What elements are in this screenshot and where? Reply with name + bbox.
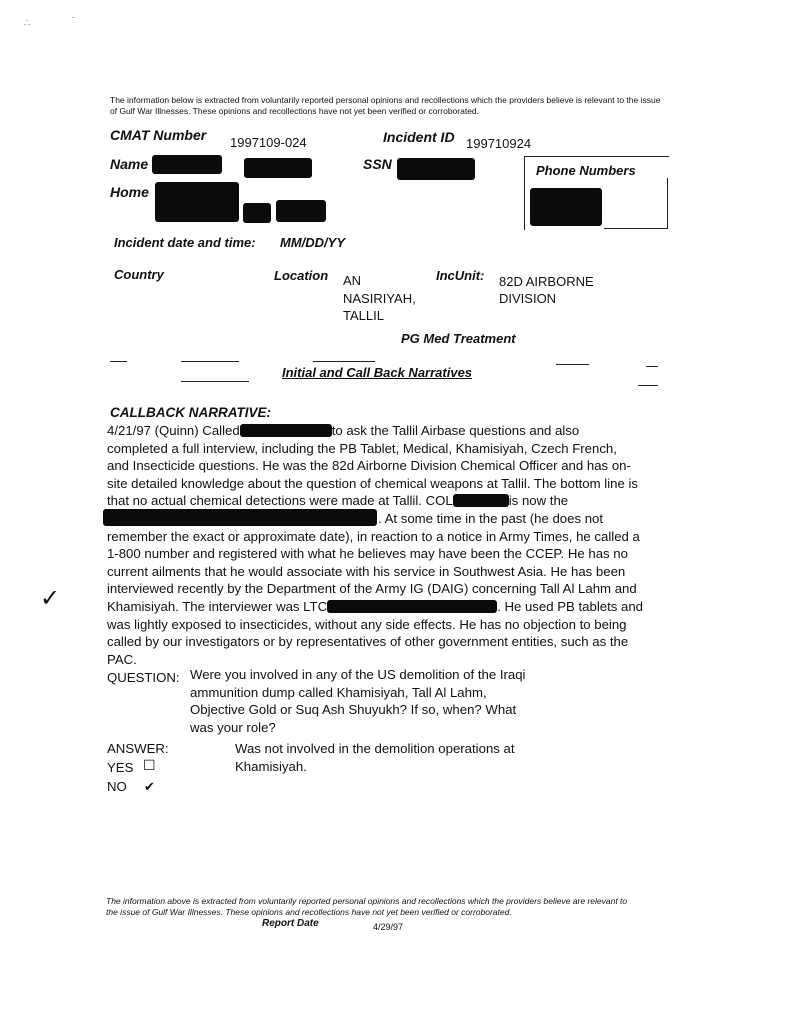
name-redaction-1 (152, 155, 222, 174)
phone-box-left (524, 156, 525, 230)
callback-line: site detailed knowledge about the question of chemical weapons at Tallil. The bottom line is (107, 475, 639, 491)
report-date-label: Report Date (262, 918, 319, 929)
ssn-label: SSN (363, 156, 392, 172)
location-value-line-2: NASIRIYAH, (343, 291, 416, 306)
answer-line: Khamisiyah. (235, 758, 307, 774)
callback-line: called by our investigators or by representatives of other government entities, such as the (107, 634, 629, 650)
incident-date-label: Incident date and time: (114, 235, 256, 250)
callback-line (107, 422, 579, 440)
incident-date-value: MM/DD/YY (280, 235, 345, 250)
question-line: ammunition dump called Khamisiyah, Tall Al Lahm, (190, 684, 487, 700)
phone-box-bottom (604, 228, 668, 229)
phone-numbers-label: Phone Numbers (536, 163, 636, 178)
callback-line: and Insecticide questions. He was the 82d Airborne Division Chemical Officer and has on- (107, 458, 631, 474)
header-disclaimer-line-1: The information below is extracted from voluntarily reported personal opinions and recollections which the providers believe is relevant to the issue (110, 95, 661, 105)
callback-text: Khamisiyah. The interviewer was LTC (107, 599, 328, 614)
name-label: Name (110, 156, 149, 172)
redaction (240, 424, 332, 437)
callback-text: . He used PB tablets and (497, 599, 644, 614)
form-rule (181, 381, 249, 382)
callback-line: . At some time in the past (he does not (378, 511, 604, 526)
question-label: QUESTION: (107, 670, 180, 685)
callback-text: that no actual chemical detections were made at Tallil. COL (107, 493, 453, 509)
location-value-line-3: TALLIL (343, 308, 384, 323)
phone-redaction (530, 188, 602, 226)
footer-disclaimer-line-1: The information above is extracted from voluntarily reported personal opinions and recollections which the providers believe are relevant to (106, 896, 628, 906)
scan-mark-right: ¨ (72, 16, 76, 27)
no-label: NO (107, 779, 127, 794)
form-rule (638, 385, 658, 386)
cmat-number-label: CMAT Number (110, 127, 207, 143)
redaction (327, 600, 497, 613)
home-label: Home (110, 184, 149, 200)
yes-label: YES (107, 760, 134, 775)
pg-med-treatment-label: PG Med Treatment (401, 331, 516, 346)
form-rule (556, 364, 589, 365)
answer-line: Was not involved in the demolition operations at (235, 741, 515, 756)
callback-line: current ailments that he would associate with his service in Southwest Asia. He has been (107, 563, 626, 579)
form-rule (313, 361, 375, 362)
callback-text: is now the (508, 493, 569, 509)
ssn-redaction (397, 158, 475, 180)
cmat-number-value: 1997109-024 (230, 135, 307, 150)
report-date-value: 4/29/97 (373, 922, 404, 932)
home-redaction-3 (276, 200, 326, 222)
callback-line: 1-800 number and registered with what he believes may have been the CCEP. He has no (107, 546, 628, 562)
question-line: was your role? (190, 719, 276, 735)
incunit-value-line-1: 82D AIRBORNE (499, 274, 594, 289)
incunit-value-line-2: DIVISION (499, 291, 557, 306)
phone-box-right (667, 178, 668, 228)
question-line: Were you involved in any of the US demolition of the Iraqi (190, 667, 526, 682)
form-rule (646, 366, 658, 367)
callback-line: was lightly exposed to insecticides, without any side effects. He has no objection to being (107, 616, 627, 632)
location-label: Location (274, 268, 329, 283)
home-redaction-1 (155, 182, 239, 222)
callback-line: PAC. (107, 651, 137, 667)
narratives-heading: Initial and Call Back Narratives (282, 365, 473, 380)
question-line: Objective Gold or Suq Ash Shuyukh? If so, when? What (190, 702, 517, 718)
location-value-line-1: AN (343, 273, 362, 288)
home-redaction-2 (243, 203, 271, 223)
footer-disclaimer-line-2: the issue of Gulf War Illnesses. These opinions and recollections have not yet been verified or corroborated. (106, 907, 512, 917)
phone-box-top (524, 156, 669, 157)
scan-mark-left: ∴ (24, 18, 31, 29)
callback-line (107, 492, 568, 510)
redaction (453, 494, 509, 507)
callback-line: remember the exact or approximate date), in reaction to a notice in Army Times, he called a (107, 528, 640, 544)
callback-line (107, 598, 643, 616)
callback-text: to ask the Tallil Airbase questions and also (331, 423, 580, 438)
answer-label: ANSWER: (107, 741, 169, 756)
callback-text: 4/21/97 (Quinn) Called (107, 423, 240, 438)
incident-id-label: Incident ID (383, 129, 455, 145)
country-label: Country (114, 267, 164, 282)
header-disclaimer-line-2: of Gulf War Illnesses. These opinions and recollections have not yet been verified or corroborated. (110, 106, 480, 116)
yes-checkbox[interactable]: ☐ (143, 757, 156, 773)
no-checkbox[interactable]: ✔ (144, 779, 155, 794)
margin-check-icon: ✓ (40, 585, 61, 612)
form-rule (181, 361, 239, 362)
callback-line: completed a full interview, including the PB Tablet, Medical, Khamisiyah, Czech French, (107, 440, 617, 456)
incunit-label: IncUnit: (436, 268, 485, 283)
callback-heading: CALLBACK NARRATIVE: (110, 405, 271, 420)
incident-id-value: 199710924 (466, 136, 532, 151)
name-redaction-2 (244, 158, 312, 178)
redaction (103, 509, 377, 526)
callback-line: interviewed recently by the Department of the Army IG (DAIG) concerning Tall Al Lahm and (107, 581, 637, 597)
form-rule (110, 361, 127, 362)
